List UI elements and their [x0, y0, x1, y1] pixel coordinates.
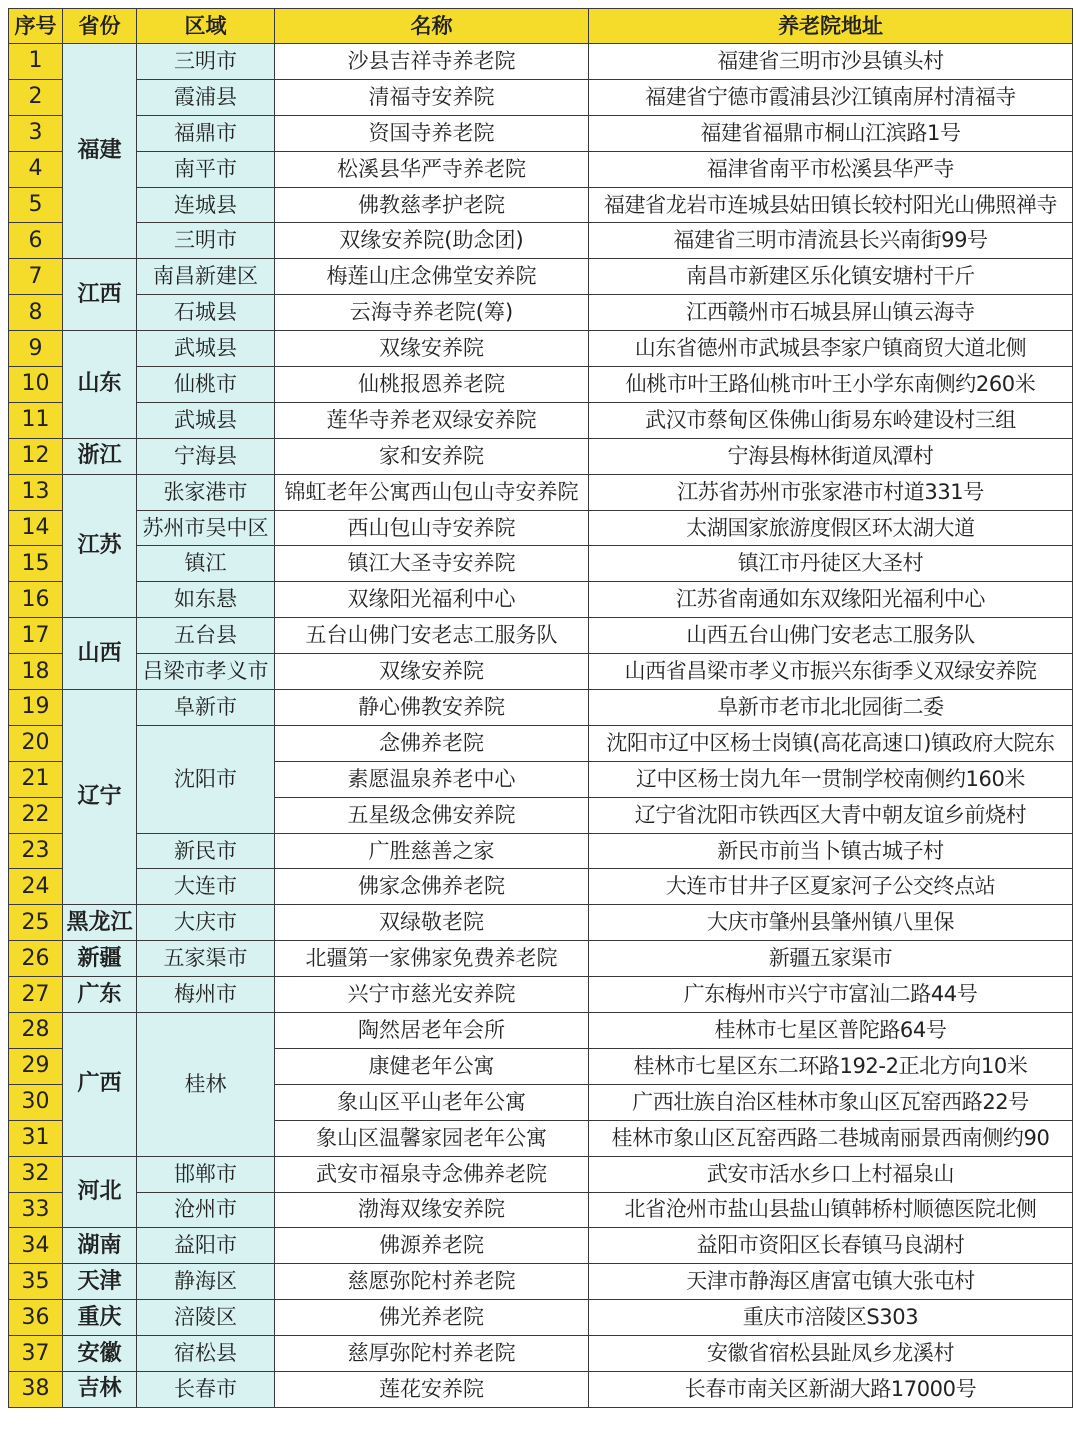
header-region: 区域 [137, 9, 275, 44]
region-cell: 石城县 [137, 295, 275, 331]
region-cell: 沈阳市 [137, 725, 275, 833]
table-row [9, 582, 1073, 618]
region-cell: 仙桃市 [137, 367, 275, 403]
row-index: 5 [9, 187, 63, 223]
row-index: 16 [9, 582, 63, 618]
province-cell: 湖南 [63, 1228, 137, 1264]
region-cell: 张家港市 [137, 474, 275, 510]
row-index: 31 [9, 1120, 63, 1156]
facility-address: 新疆五家渠市 [589, 941, 1073, 977]
province-cell: 浙江 [63, 438, 137, 474]
region-cell: 大庆市 [137, 905, 275, 941]
facility-name: 陶然居老年会所 [275, 1013, 589, 1049]
region-cell: 宿松县 [137, 1336, 275, 1372]
header-index: 序号 [9, 9, 63, 44]
facility-address: 大连市甘井子区夏家河子公交终点站 [589, 869, 1073, 905]
facility-name: 双缘安养院 [275, 654, 589, 690]
row-index: 2 [9, 79, 63, 115]
table-row [9, 79, 1073, 115]
row-index: 30 [9, 1084, 63, 1120]
row-index: 22 [9, 797, 63, 833]
facility-address: 广西壮族自治区桂林市象山区瓦窑西路22号 [589, 1084, 1073, 1120]
table-row [9, 295, 1073, 331]
row-index: 35 [9, 1264, 63, 1300]
facility-address: 山东省德州市武城县李家户镇商贸大道北侧 [589, 331, 1073, 367]
row-index: 1 [9, 44, 63, 80]
row-index: 26 [9, 941, 63, 977]
province-cell: 广东 [63, 977, 137, 1013]
facility-name: 梅莲山庄念佛堂安养院 [275, 259, 589, 295]
province-cell: 河北 [63, 1156, 137, 1228]
facility-address: 安徽省宿松县趾凤乡龙溪村 [589, 1336, 1073, 1372]
province-cell: 黑龙江 [63, 905, 137, 941]
region-cell: 涪陵区 [137, 1300, 275, 1336]
facility-address: 广东梅州市兴宁市富汕二路44号 [589, 977, 1073, 1013]
facility-name: 佛教慈孝护老院 [275, 187, 589, 223]
facility-address: 桂林市七星区普陀路64号 [589, 1013, 1073, 1049]
facility-name: 莲华寺养老双绿安养院 [275, 402, 589, 438]
row-index: 11 [9, 402, 63, 438]
row-index: 17 [9, 618, 63, 654]
row-index: 37 [9, 1336, 63, 1372]
table-row [9, 941, 1073, 977]
region-cell: 益阳市 [137, 1228, 275, 1264]
facility-address: 仙桃市叶王路仙桃市叶王小学东南侧约260米 [589, 367, 1073, 403]
facility-name: 双绿敬老院 [275, 905, 589, 941]
province-cell: 新疆 [63, 941, 137, 977]
province-cell: 吉林 [63, 1371, 137, 1407]
province-cell: 江苏 [63, 474, 137, 618]
province-cell: 山西 [63, 618, 137, 690]
region-cell: 静海区 [137, 1264, 275, 1300]
region-cell: 大连市 [137, 869, 275, 905]
table-row [9, 546, 1073, 582]
facility-address: 阜新市老市北北园街二委 [589, 690, 1073, 726]
table-row [9, 1013, 1073, 1049]
table-row [9, 187, 1073, 223]
region-cell: 南平市 [137, 151, 275, 187]
table-row [9, 44, 1073, 80]
row-index: 14 [9, 510, 63, 546]
facility-name: 广胜慈善之家 [275, 833, 589, 869]
row-index: 9 [9, 331, 63, 367]
facility-name: 佛源养老院 [275, 1228, 589, 1264]
facility-address: 山西省昌梁市孝义市振兴东街季义双绿安养院 [589, 654, 1073, 690]
facility-address: 福建省龙岩市连城县姑田镇长较村阳光山佛照禅寺 [589, 187, 1073, 223]
nursing-home-table [8, 8, 1073, 1408]
table-row [9, 1300, 1073, 1336]
facility-name: 五星级念佛安养院 [275, 797, 589, 833]
facility-name: 慈愿弥陀村养老院 [275, 1264, 589, 1300]
facility-address: 江西赣州市石城县屏山镇云海寺 [589, 295, 1073, 331]
facility-name: 沙县吉祥寺养老院 [275, 44, 589, 80]
row-index: 6 [9, 223, 63, 259]
facility-name: 静心佛教安养院 [275, 690, 589, 726]
facility-address: 重庆市涪陵区S303 [589, 1300, 1073, 1336]
region-cell: 五台县 [137, 618, 275, 654]
facility-name: 慈厚弥陀村养老院 [275, 1336, 589, 1372]
row-index: 27 [9, 977, 63, 1013]
facility-name: 象山区温馨家园老年公寓 [275, 1120, 589, 1156]
region-cell: 五家渠市 [137, 941, 275, 977]
region-cell: 霞浦县 [137, 79, 275, 115]
province-cell: 江西 [63, 259, 137, 331]
facility-name: 素愿温泉养老中心 [275, 761, 589, 797]
region-cell: 邯郸市 [137, 1156, 275, 1192]
region-cell: 苏州市吴中区 [137, 510, 275, 546]
row-index: 24 [9, 869, 63, 905]
facility-name: 家和安养院 [275, 438, 589, 474]
facility-name: 仙桃报恩养老院 [275, 367, 589, 403]
table-row [9, 1264, 1073, 1300]
table-row [9, 223, 1073, 259]
facility-address: 南昌市新建区乐化镇安塘村干斤 [589, 259, 1073, 295]
row-index: 34 [9, 1228, 63, 1264]
region-cell: 武城县 [137, 331, 275, 367]
region-cell: 福鼎市 [137, 115, 275, 151]
province-cell: 福建 [63, 44, 137, 259]
header-name: 名称 [275, 9, 589, 44]
facility-address: 新民市前当卜镇古城子村 [589, 833, 1073, 869]
row-index: 15 [9, 546, 63, 582]
table-row [9, 151, 1073, 187]
facility-address: 北省沧州市盐山县盐山镇韩桥村顺德医院北侧 [589, 1192, 1073, 1228]
row-index: 33 [9, 1192, 63, 1228]
table-row [9, 725, 1073, 761]
region-cell: 如东悬 [137, 582, 275, 618]
facility-name: 锦虹老年公寓西山包山寺安养院 [275, 474, 589, 510]
facility-address: 沈阳市辽中区杨士岗镇(高花高速口)镇政府大院东 [589, 725, 1073, 761]
facility-address: 福建省三明市清流县长兴南街99号 [589, 223, 1073, 259]
row-index: 4 [9, 151, 63, 187]
table-row [9, 1371, 1073, 1407]
region-cell: 长春市 [137, 1371, 275, 1407]
facility-address: 桂林市象山区瓦窑西路二巷城南丽景西南侧约90 [589, 1120, 1073, 1156]
facility-address: 福建省宁德市霞浦县沙江镇南屏村清福寺 [589, 79, 1073, 115]
table-row [9, 331, 1073, 367]
facility-address: 江苏省苏州市张家港市村道331号 [589, 474, 1073, 510]
row-index: 38 [9, 1371, 63, 1407]
facility-address: 辽中区杨士岗九年一贯制学校南侧约160米 [589, 761, 1073, 797]
facility-name: 清福寺安养院 [275, 79, 589, 115]
facility-address: 武汉市蔡甸区侏佛山街易东岭建设村三组 [589, 402, 1073, 438]
row-index: 29 [9, 1048, 63, 1084]
province-cell: 广西 [63, 1013, 137, 1157]
table-row [9, 1228, 1073, 1264]
facility-address: 宁海县梅林街道凤潭村 [589, 438, 1073, 474]
row-index: 25 [9, 905, 63, 941]
table-row [9, 115, 1073, 151]
table-row [9, 905, 1073, 941]
facility-name: 镇江大圣寺安养院 [275, 546, 589, 582]
region-cell: 桂林 [137, 1013, 275, 1157]
province-cell: 辽宁 [63, 690, 137, 905]
table-row [9, 510, 1073, 546]
table-row [9, 618, 1073, 654]
row-index: 13 [9, 474, 63, 510]
table-row [9, 259, 1073, 295]
facility-address: 天津市静海区唐富屯镇大张屯村 [589, 1264, 1073, 1300]
facility-address: 山西五台山佛门安老志工服务队 [589, 618, 1073, 654]
region-cell: 宁海县 [137, 438, 275, 474]
facility-address: 辽宁省沈阳市铁西区大青中朝友谊乡前烧村 [589, 797, 1073, 833]
header-province: 省份 [63, 9, 137, 44]
facility-name: 佛家念佛养老院 [275, 869, 589, 905]
region-cell: 梅州市 [137, 977, 275, 1013]
facility-name: 松溪县华严寺养老院 [275, 151, 589, 187]
facility-name: 兴宁市慈光安养院 [275, 977, 589, 1013]
province-cell: 重庆 [63, 1300, 137, 1336]
facility-address: 桂林市七星区东二环路192-2正北方向10米 [589, 1048, 1073, 1084]
facility-name: 象山区平山老年公寓 [275, 1084, 589, 1120]
region-cell: 南昌新建区 [137, 259, 275, 295]
region-cell: 三明市 [137, 44, 275, 80]
table-row [9, 402, 1073, 438]
region-cell: 沧州市 [137, 1192, 275, 1228]
region-cell: 新民市 [137, 833, 275, 869]
facility-address: 武安市活水乡口上村福泉山 [589, 1156, 1073, 1192]
row-index: 3 [9, 115, 63, 151]
row-index: 7 [9, 259, 63, 295]
table-row [9, 833, 1073, 869]
province-cell: 山东 [63, 331, 137, 439]
table-row [9, 474, 1073, 510]
region-cell: 武城县 [137, 402, 275, 438]
facility-name: 双缘安养院 [275, 331, 589, 367]
table-row [9, 1192, 1073, 1228]
region-cell: 镇江 [137, 546, 275, 582]
province-cell: 安徽 [63, 1336, 137, 1372]
facility-name: 云海寺养老院(筹) [275, 295, 589, 331]
region-cell: 三明市 [137, 223, 275, 259]
facility-name: 五台山佛门安老志工服务队 [275, 618, 589, 654]
row-index: 10 [9, 367, 63, 403]
facility-name: 康健老年公寓 [275, 1048, 589, 1084]
facility-name: 双缘安养院(助念团) [275, 223, 589, 259]
table-row [9, 869, 1073, 905]
row-index: 20 [9, 725, 63, 761]
facility-name: 武安市福泉寺念佛养老院 [275, 1156, 589, 1192]
header-row [9, 9, 1073, 44]
facility-name: 西山包山寺安养院 [275, 510, 589, 546]
facility-address: 福建省三明市沙县镇头村 [589, 44, 1073, 80]
facility-name: 双缘阳光福利中心 [275, 582, 589, 618]
facility-name: 莲花安养院 [275, 1371, 589, 1407]
facility-address: 长春市南关区新湖大路17000号 [589, 1371, 1073, 1407]
table-row [9, 654, 1073, 690]
row-index: 32 [9, 1156, 63, 1192]
facility-name: 佛光养老院 [275, 1300, 589, 1336]
facility-name: 念佛养老院 [275, 725, 589, 761]
facility-address: 大庆市肇州县肇州镇八里保 [589, 905, 1073, 941]
row-index: 21 [9, 761, 63, 797]
facility-name: 北疆第一家佛家免费养老院 [275, 941, 589, 977]
row-index: 19 [9, 690, 63, 726]
facility-name: 资国寺养老院 [275, 115, 589, 151]
facility-address: 镇江市丹徒区大圣村 [589, 546, 1073, 582]
table-row [9, 438, 1073, 474]
row-index: 36 [9, 1300, 63, 1336]
table-row [9, 367, 1073, 403]
row-index: 28 [9, 1013, 63, 1049]
facility-address: 江苏省南通如东双缘阳光福利中心 [589, 582, 1073, 618]
table-row [9, 690, 1073, 726]
facility-address: 益阳市资阳区长春镇马良湖村 [589, 1228, 1073, 1264]
region-cell: 吕梁市孝义市 [137, 654, 275, 690]
facility-address: 福津省南平市松溪县华严寺 [589, 151, 1073, 187]
facility-address: 福建省福鼎市桐山江滨路1号 [589, 115, 1073, 151]
row-index: 8 [9, 295, 63, 331]
row-index: 18 [9, 654, 63, 690]
region-cell: 阜新市 [137, 690, 275, 726]
table-row [9, 1156, 1073, 1192]
table-row [9, 977, 1073, 1013]
table-row [9, 1336, 1073, 1372]
table-body [9, 44, 1073, 1408]
header-address: 养老院地址 [589, 9, 1073, 44]
region-cell: 连城县 [137, 187, 275, 223]
facility-name: 渤海双缘安养院 [275, 1192, 589, 1228]
row-index: 12 [9, 438, 63, 474]
facility-address: 太湖国家旅游度假区环太湖大道 [589, 510, 1073, 546]
row-index: 23 [9, 833, 63, 869]
province-cell: 天津 [63, 1264, 137, 1300]
